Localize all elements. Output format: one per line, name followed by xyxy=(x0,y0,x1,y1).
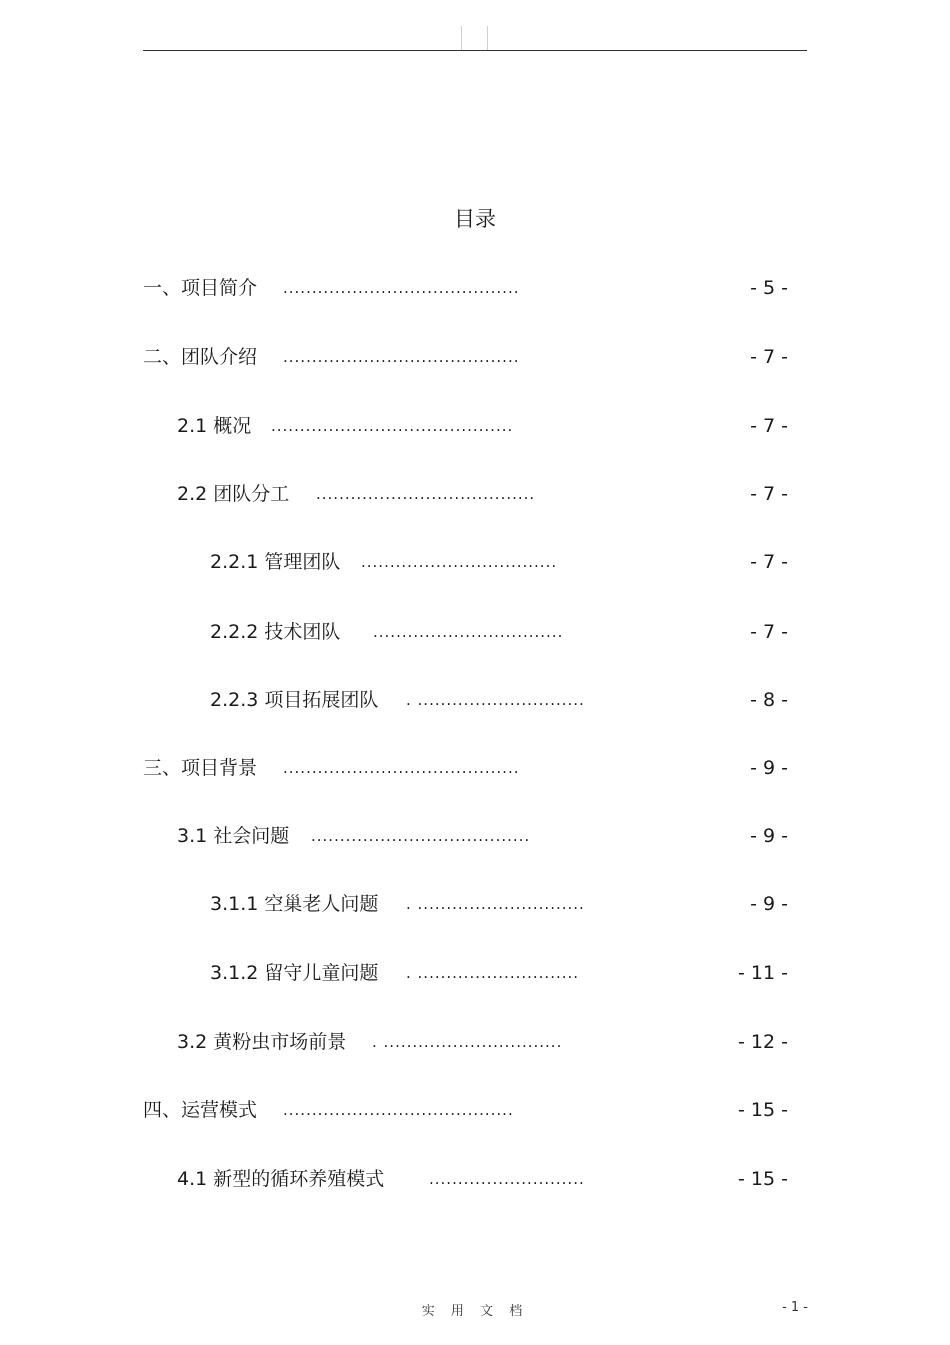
toc-entry-leader: .......................................... xyxy=(271,417,514,435)
toc-entry-page: - 7 - xyxy=(750,346,788,368)
toc-entry[interactable] xyxy=(0,754,950,782)
toc-entry-leader: ........................... xyxy=(429,1170,585,1188)
toc-entry[interactable] xyxy=(0,1165,950,1193)
toc-entry-label: 二、团队介绍 xyxy=(143,346,258,368)
toc-entry-label: 一、项目简介 xyxy=(143,277,258,299)
toc-entry[interactable] xyxy=(0,274,950,302)
toc-entry[interactable] xyxy=(0,343,950,371)
toc-entry-leader: ........................................ xyxy=(283,1101,514,1119)
toc-entry-label: 三、项目背景 xyxy=(143,757,258,779)
toc-entry-label: 四、运营模式 xyxy=(143,1099,258,1121)
header-marks xyxy=(461,26,488,50)
toc-entry-label: 2.2.1 管理团队 xyxy=(210,551,341,573)
toc-entry-leader: ................................. xyxy=(373,623,564,641)
toc-entry[interactable] xyxy=(0,412,950,440)
toc-entry[interactable] xyxy=(0,618,950,646)
toc-entry-leader: . ............................. xyxy=(406,691,585,709)
toc-entry-page: - 7 - xyxy=(750,415,788,437)
toc-entry-page: - 5 - xyxy=(750,277,788,299)
toc-entry[interactable] xyxy=(0,480,950,508)
toc-title: 目录 xyxy=(454,207,496,231)
toc-entry-page: - 12 - xyxy=(738,1031,788,1053)
toc-entry-leader: . ............................... xyxy=(372,1033,563,1051)
toc-entry-leader: .................................. xyxy=(361,553,558,571)
toc-entry-leader: ......................................... xyxy=(283,279,520,297)
toc-entry-page: - 9 - xyxy=(750,757,788,779)
toc-entry[interactable] xyxy=(0,822,950,850)
toc-entry-label: 2.2.2 技术团队 xyxy=(210,621,341,643)
toc-entry-label: 4.1 新型的循环养殖模式 xyxy=(177,1168,385,1190)
toc-entry[interactable] xyxy=(0,1028,950,1056)
toc-entry-label: 2.1 概况 xyxy=(177,415,252,437)
toc-entry[interactable] xyxy=(0,548,950,576)
toc-entry-page: - 15 - xyxy=(738,1168,788,1190)
toc-entry-label: 3.1 社会问题 xyxy=(177,825,290,847)
toc-entry-leader: ...................................... xyxy=(311,827,531,845)
footer-label: 实 用 文 档 xyxy=(421,1304,529,1319)
toc-entry-label: 3.1.1 空巢老人问题 xyxy=(210,893,379,915)
toc-entry-leader: . ............................. xyxy=(406,895,585,913)
toc-entry-page: - 9 - xyxy=(750,825,788,847)
toc-entry-leader: ......................................... xyxy=(283,759,520,777)
toc-entry-leader: ......................................... xyxy=(283,348,520,366)
header-rule xyxy=(143,50,807,51)
toc-entry-page: - 8 - xyxy=(750,689,788,711)
toc-entry-page: - 7 - xyxy=(750,621,788,643)
toc-entry-leader: ...................................... xyxy=(316,485,536,503)
toc-entry-label: 3.2 黄粉虫市场前景 xyxy=(177,1031,347,1053)
footer-page-number: - 1 - xyxy=(782,1300,808,1315)
toc-entry-label: 3.1.2 留守儿童问题 xyxy=(210,962,379,984)
toc-entry-page: - 9 - xyxy=(750,893,788,915)
toc-entry-label: 2.2.3 项目拓展团队 xyxy=(210,689,379,711)
toc-entry-label: 2.2 团队分工 xyxy=(177,483,290,505)
toc-entry-page: - 7 - xyxy=(750,551,788,573)
toc-entry[interactable] xyxy=(0,686,950,714)
toc-entry-page: - 11 - xyxy=(738,962,788,984)
toc-entry[interactable] xyxy=(0,959,950,987)
toc-entry-leader: . ............................ xyxy=(406,964,580,982)
toc-entry[interactable] xyxy=(0,890,950,918)
toc-entry[interactable] xyxy=(0,1096,950,1124)
toc-entry-page: - 7 - xyxy=(750,483,788,505)
toc-entry-page: - 15 - xyxy=(738,1099,788,1121)
